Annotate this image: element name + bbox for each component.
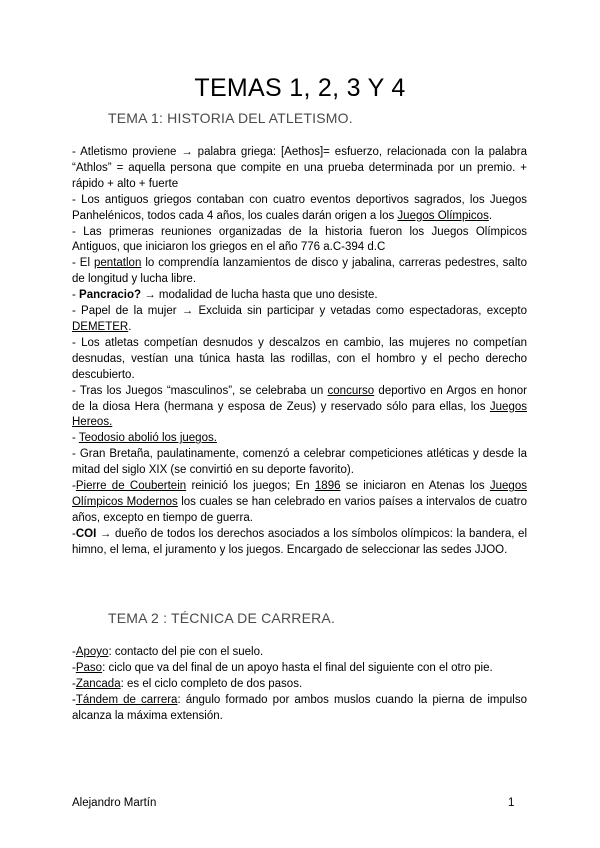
paragraph-atletas-desnudos (72, 336, 527, 384)
footer-page-number: 1 (508, 797, 515, 809)
text: → modalidad de lucha hasta que uno desiste. (141, 289, 378, 302)
underlined-term: concurso (327, 384, 375, 397)
underlined-term: Juegos Olímpicos (397, 209, 489, 222)
text: . (488, 209, 493, 222)
text: - Atletismo proviene → palabra griega: [Aethos]= esfuerzo, relacionada con la palabra “Athlos” = aquella persona que compite en una prueba determinada por un premio. + rápido + alto + fuerte (72, 146, 527, 190)
text: - (72, 677, 76, 690)
page-title: TEMAS 1, 2, 3 Y 4 (194, 74, 406, 102)
definition-apoyo (72, 645, 527, 661)
tema2-body (72, 645, 527, 725)
text: - Gran Bretaña, paulatinamente, comenzó a celebrar competiciones atléticas y desde la mitad del siglo XIX (se convirtió en su deporte favorito). (72, 448, 527, 477)
paragraph-pentatlon (72, 256, 527, 288)
tema1-body (72, 145, 527, 559)
text: - Las primeras reuniones organizadas de la historia fueron los Juegos Olímpicos Antiguos, que iniciaron los griegos en el año 776 a.C-394 d.C (72, 225, 527, 254)
text: : es el ciclo completo de dos pasos. (120, 677, 303, 690)
text: → dueño de todos los derechos asociados a los símbolos olímpicos: la bandera, el himno, el lema, el juramento y los juegos. Encargado de seleccionar las sedes JJOO. (72, 527, 527, 556)
underlined-term: 1896 (314, 480, 341, 493)
section-heading-tema1: TEMA 1: HISTORIA DEL ATLETISMO. (108, 110, 353, 126)
paragraph-primeras-reuniones (72, 225, 527, 257)
text: - (72, 527, 76, 540)
text: - El (72, 257, 95, 270)
text: se iniciaron en Atenas los (340, 480, 490, 493)
text: . (128, 320, 132, 333)
underlined-term: Juegos Olímpicos Modernos (72, 480, 527, 508)
text: reinició los juegos; En (186, 480, 315, 493)
paragraph-papel-mujer (72, 304, 527, 336)
text: los cuales se han celebrado en varios países a intervalos de cuatro años, excepto en tiempo de guerra. (72, 495, 527, 524)
paragraph-gran-bretana (72, 447, 527, 479)
paragraph-coi (72, 527, 527, 559)
underlined-term: Tándem de carrera (75, 693, 178, 706)
underlined-term: Apoyo (75, 646, 109, 658)
underlined-term: Paso (75, 661, 103, 674)
paragraph-coubertein (72, 479, 527, 527)
text: - Los antiguos griegos contaban con cuatro eventos deportivos sagrados, los Juegos Panhelénicos, todos cada 4 años, los cuales darán origen a los (72, 193, 527, 222)
text: - (72, 289, 80, 302)
text: - (72, 693, 76, 706)
paragraph-pancracio (72, 288, 527, 304)
text: deportivo en Argos en honor de la diosa Hera (hermana y esposa de Zeus) y reservado sólo para ellas, los (72, 384, 527, 413)
section-heading-tema2: TEMA 2 : TÉCNICA DE CARRERA. (108, 610, 336, 626)
definition-tandem (72, 693, 527, 725)
footer-author: Alejandro Martín (72, 797, 157, 809)
text: : ciclo que va del final de un apoyo hasta el final del siguiente con el otro pie. (102, 661, 493, 674)
underlined-term: pentatlon (94, 257, 142, 270)
text: lo comprendía lanzamientos de disco y jabalina, carreras pedestres, salto de longitud y lucha libre. (72, 257, 527, 286)
text: - (72, 480, 76, 493)
paragraph-juegos-panhelenicos (72, 193, 527, 225)
underlined-term: Juegos Hereos. (72, 400, 527, 429)
text: - Tras los Juegos “masculinos”, se celebraba un (72, 384, 328, 397)
underlined-term: Zancada (75, 677, 121, 690)
text: : contacto del pie con el suelo. (108, 646, 264, 658)
underlined-term: Pierre de Coubertein (75, 480, 187, 493)
definition-zancada (72, 677, 527, 693)
underlined-term: Teodosio abolió los juegos. (78, 432, 217, 445)
paragraph-teodosio (72, 431, 527, 447)
paragraph-juegos-hereos (72, 384, 527, 432)
paragraph-atletismo-origen (72, 145, 527, 193)
text: - (72, 432, 79, 445)
text: : ángulo formado por ambos muslos cuando la pierna de impulso alcanza la máxima extensión. (72, 693, 527, 722)
bold-term: COI (75, 527, 97, 540)
text: - Papel de la mujer → Excluida sin participar y vetadas como espectadoras, excepto (72, 305, 527, 318)
text: - (72, 646, 76, 658)
bold-term: Pancracio? (79, 289, 142, 302)
text: - Los atletas competían desnudos y descalzos en cambio, las mujeres no competían desnudas, vestían una túnica hasta las rodillas, con el hombro y el pecho derecho descubierto. (72, 336, 527, 381)
underlined-term: DEMETER (72, 320, 129, 333)
definition-paso (72, 661, 527, 677)
text: - (72, 661, 76, 674)
